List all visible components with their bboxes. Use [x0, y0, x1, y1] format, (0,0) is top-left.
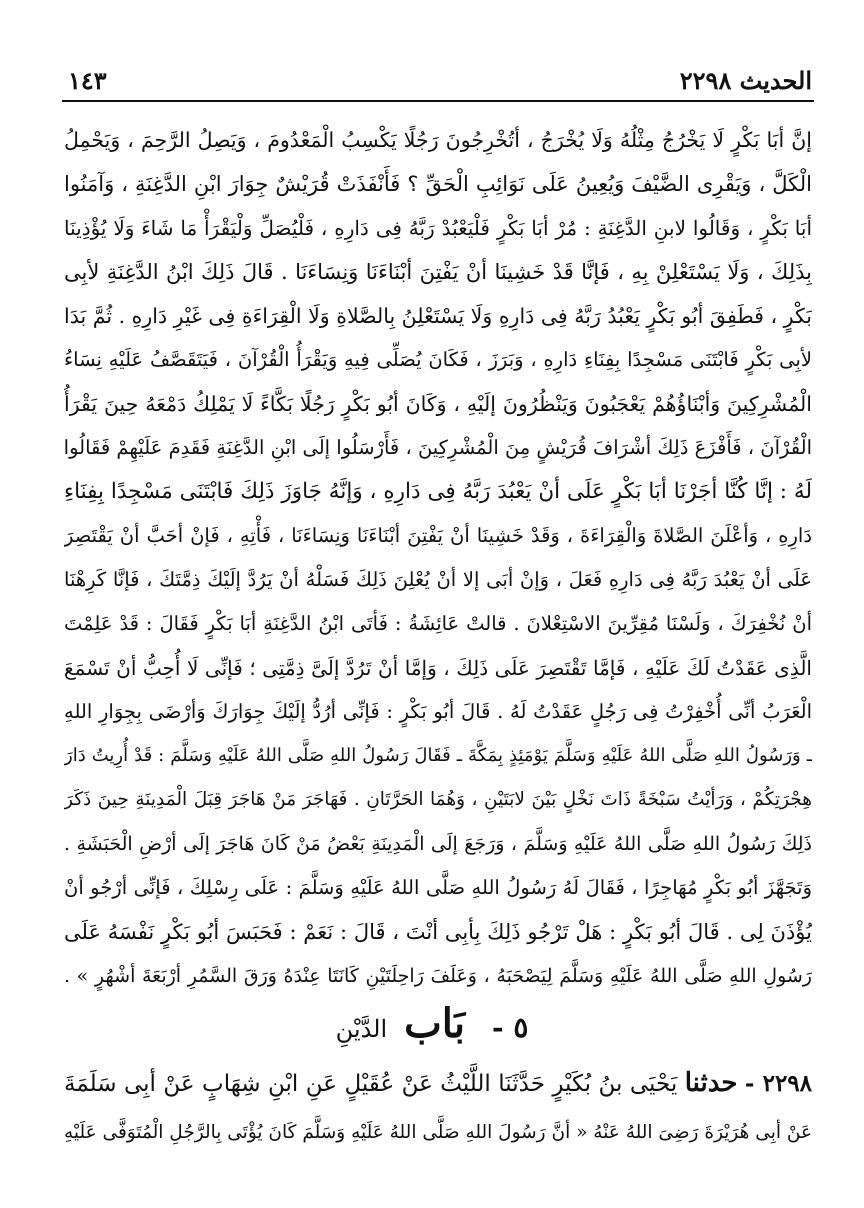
hadith-keyword: حدثنا	[684, 1068, 738, 1098]
text-line: بَكْرٍ ، فَطَفِقَ أبُو بَكْرٍ يَعْبُدُ رَبَّهُ فِى دَارِهِ وَلَا يَسْتَعْلِنُ بِالصَّلاةِ وَلَا الْقِرَاءَةِ فِى غَيْرِ دَارِهِ . ثُمَّ بَدَا	[64, 304, 812, 328]
text-line: لَهُ : إنَّا كُنَّا أجَرْنَا أبَا بَكْرٍ عَلَى أنْ يَعْبُدَ رَبَّهُ فِى دَارِهِ ، وَإنَّهُ جَاوَزَ ذَلِكَ فَابْتَنَى مَسْجِدًا بِفِنَاءِ	[64, 479, 812, 504]
text-line: عَلَى أنْ يَعْبُدَ رَبَّهُ فِى دَارِهِ فَعَلَ ، وَإنْ أبَى إلا أنْ يُعْلِنَ ذَلِكَ فَسَلْهُ أنْ يَرُدَّ إلَيْكَ ذِمَّتَكَ ، فَإنَّا كَرِهْنَا	[64, 568, 812, 591]
text-line: دَارِهِ ، وَأعْلَنَ الصَّلاةَ وَالْقِرَاءَةَ ، وَقَدْ خَشِينَا أنْ يَفْتِنَ أبْنَاءَنَا وَنِسَاءَنَا ، فَأْتِهِ ، فَإنْ أحَبَّ أنْ يَقْتَصِرَ	[64, 524, 812, 547]
text-line: وَتَجَهَّزَ أبُو بَكْرٍ مُهَاجِرًا ، فَقَالَ لَهُ رَسُولُ اللهِ صَلَّى اللهُ عَلَيْهِ وَسَلَّمَ : عَلَى رِسْلِكَ ، فَإنِّى أرْجُو أنْ	[64, 876, 812, 899]
text-line: رَسُولِ اللهِ صَلَّى اللهُ عَلَيْهِ وَسَلَّمَ لِيَصْحَبَهُ ، وَعَلَفَ رَاحِلَتَيْنِ كَانَتَا عِنْدَهُ وَرَقَ السَّمُرِ أرْبَعَةَ أشْهُرٍ » .	[64, 965, 812, 987]
text-line: لأبِى بَكْرٍ فَابْتَنَى مَسْجِدًا بِفِنَاءِ دَارِهِ ، وَبَرَزَ ، فَكَانَ يُصَلِّى فِيهِ وَيَقْرَأُ الْقُرْآنَ ، فَيَتَقَصَّفُ عَلَيْهِ نِسَاءُ	[64, 348, 812, 371]
text-line: الْكَلَّ ، وَيَقْرِى الضَّيْفَ وَيُعِينُ عَلَى نَوَائِبِ الْحَقِّ ؟ فَأَنْفَذَتْ قُرَيْشٌ جِوَارَ ابْنِ الدَّغِنَةِ ، وَآمَنُوا	[64, 172, 812, 196]
main-text	[64, 118, 812, 998]
text-line: الْعَرَبُ أنِّى أُخْفِرْتُ فِى رَجُلٍ عَقَدْتُ لَهُ . قَالَ أبُو بَكْرٍ : فَإنِّى أرُدُّ إلَيْكَ جِوَارَكَ وَأرْضَى بِجِوَارِ اللهِ	[64, 700, 812, 723]
text-line: الَّذِى عَقَدْتُ لَكَ عَلَيْهِ ، فَإمَّا تَقْتَصِرَ عَلَى ذَلِكَ ، وَإمَّا أنْ تَرُدَّ إلَىَّ ذِمَّتِى ؛ فَإنِّى لَا أُحِبُّ أنْ تَسْمَعَ	[64, 656, 812, 680]
hadith-block	[64, 1058, 812, 1158]
hadith-line: عَنْ أبِى هُرَيْرَةَ رَضِىَ اللهُ عَنْهُ « أنَّ رَسُولَ اللهِ صَلَّى اللهُ عَلَيْهِ وَسَلَّمَ كَانَ يُؤْتَى بِالرَّجُلِ الْمُتَوَفَّى عَلَيْهِ	[64, 1122, 812, 1143]
text-line: ـ وَرَسُولُ اللهِ صَلَّى اللهُ عَلَيْهِ وَسَلَّمَ يَوْمَئِذٍ بِمَكَّةَ ـ فَقَالَ رَسُولُ اللهِ صَلَّى اللهُ عَلَيْهِ وَسَلَّمَ : قَدْ أُرِيتُ دَارَ	[64, 745, 812, 766]
text-line: أنْ نُخْفِرَكَ ، وَلَسْنَا مُقِرِّينَ الاسْتِعْلانَ . قالتْ عَائِشَةُ : فَأتَى ابْنُ الدَّغِنَةِ أبَا بَكْرٍ فَقَالَ : قَدْ عَلِمْتَ	[64, 612, 812, 635]
chapter-number: ٥ -	[491, 1011, 529, 1044]
text-line: الْقُرْآنَ ، فَأَفْزَعَ ذَلِكَ أشْرَافَ قُرَيْشٍ مِنَ الْمُشْرِكِينَ ، فَأَرْسَلُوا إلَى ابْنِ الدَّغِنَةِ فَقَدِمَ عَلَيْهِمْ فَقَالُوا	[64, 436, 812, 459]
hadith-line-first	[64, 1058, 812, 1108]
text-line: أبَا بَكْرٍ ، وَقَالُوا لابنِ الدَّغِنَةِ : مُرْ أبَا بَكْرٍ فَلْيَعْبُدْ رَبَّهُ فِى دَارِهِ ، فَلْيُصَلِّ وَلْيَقْرَأْ مَا شَاءَ وَلَا يُؤْذِينَا	[64, 216, 812, 240]
text-line: الْمُشْرِكِينَ وَأبْنَاؤُهُمْ يَعْجَبُونَ وَيَنْظُرُونَ إلَيْهِ ، وَكَانَ أبُو بَكْرٍ رَجُلًا بَكَّاءً لَا يَمْلِكُ دَمْعَهُ حِينَ يَقْرَأُ	[64, 392, 812, 416]
text-line: بِذَلِكَ ، وَلَا يَسْتَعْلِنْ بِهِ ، فَإنَّا قَدْ خَشِينَا أنْ يَفْتِنَ أبْنَاءَنَا وَنِسَاءَنَا . قَالَ ذَلِكَ ابْنُ الدَّغِنَةِ لأبِى	[64, 260, 812, 284]
page-number: ١٤٣	[68, 65, 107, 95]
hadith-number: ٢٢٩٨ -	[744, 1070, 812, 1097]
hadith-text: يَحْيَى بنُ بُكَيْرٍ حَدَّثَنَا اللَّيْثُ عَنْ عُقَيْلٍ عَنِ ابْنِ شِهَابٍ عَنْ أبِى سَلَمَةَ	[64, 1071, 678, 1097]
chapter-heading	[0, 1000, 864, 1048]
chapter-title: الدَّيْنِ	[335, 1015, 388, 1043]
header-divider	[62, 100, 814, 102]
running-title: الحديث ٢٢٩٨	[679, 65, 812, 95]
chapter-word: بَاب	[404, 1000, 466, 1047]
text-line: يُؤْذَنَ لِى . قَالَ أبُو بَكْرٍ : هَلْ تَرْجُو ذَلِكَ بِأبِى أنْتَ ، قَالَ : نَعَمْ : فَحَبَسَ أبُو بَكْرٍ نَفْسَهُ عَلَى	[64, 920, 812, 944]
text-line: إنَّ أبَا بَكْرٍ لَا يَخْرُجُ مِثْلُهُ وَلَا يُخْرَجُ ، أتُخْرِجُونَ رَجُلًا يَكْسِبُ الْمَعْدُومَ ، وَيَصِلُ الرَّحِمَ ، وَيَحْمِلُ	[64, 128, 812, 152]
text-line: ذَلِكَ رَسُولُ اللهِ صَلَّى اللهُ عَلَيْهِ وَسَلَّمَ ، وَرَجَعَ إلَى الْمَدِينَةِ بَعْضُ مَنْ كَانَ هَاجَرَ إلَى أرْضِ الْحَبَشَةِ .	[64, 833, 812, 855]
page-header	[68, 62, 812, 98]
text-line: هِجْرَتِكُمْ ، وَرَأيْتُ سَبْخَةً ذَاتَ نَخْلٍ بَيْنَ لابَتَيْنِ ، وَهُمَا الحَرَّتَانِ . فَهَاجَرَ مَنْ هَاجَرَ قِبَلَ الْمَدِينَةِ حِينَ ذَكَرَ	[64, 789, 812, 810]
